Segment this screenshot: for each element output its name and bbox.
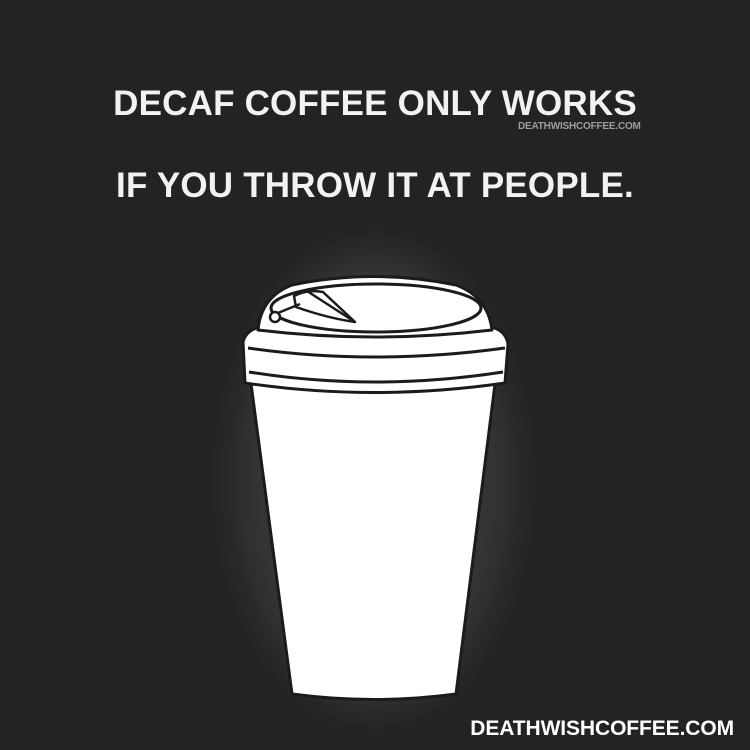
headline-line-1: DECAF COFFEE ONLY WORKS [113, 84, 637, 123]
cup-vent-hole [270, 312, 280, 322]
footer-website-link: DEATHWISHCOFFEE.COM [470, 717, 734, 740]
cup-body [250, 376, 496, 700]
headline-line-2: IF YOU THROW IT AT PEOPLE. [116, 166, 634, 205]
small-watermark: DEATHWISHCOFFEE.COM [518, 121, 641, 132]
